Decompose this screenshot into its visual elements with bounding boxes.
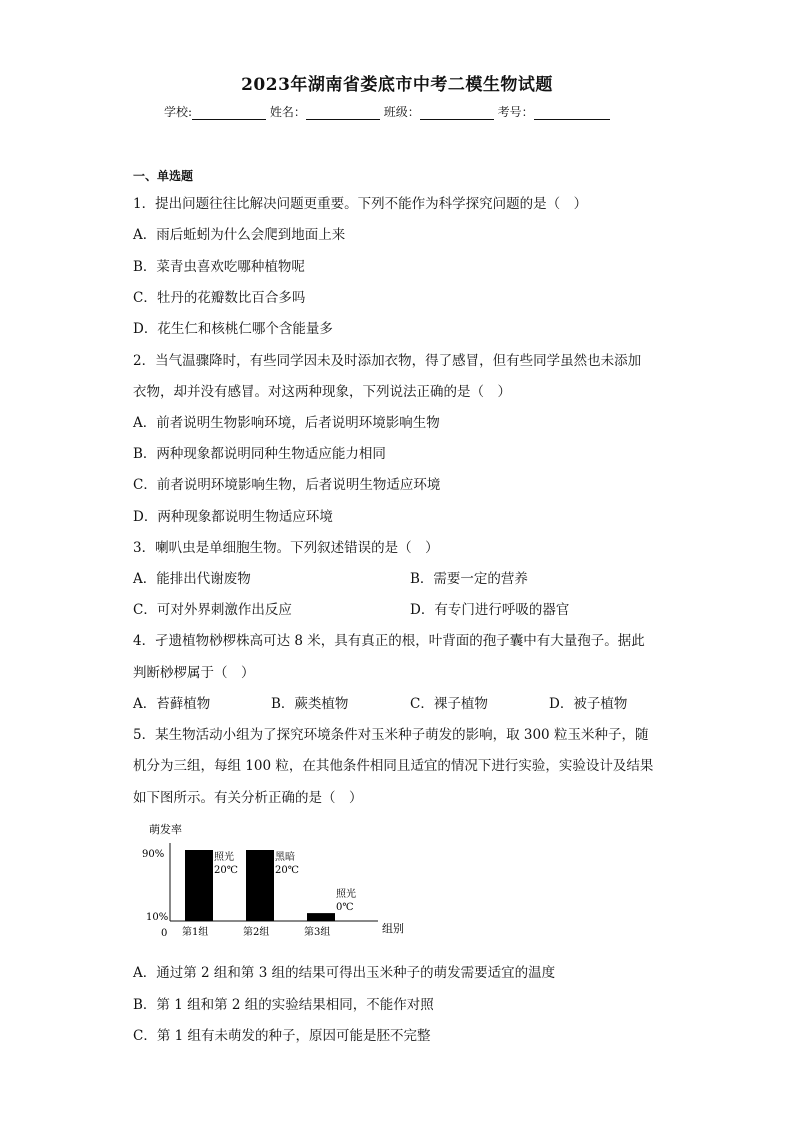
question-4-option-c[interactable]: C．裸子植物 — [410, 696, 488, 712]
question-1-option-a[interactable]: A．雨后蚯蚓为什么会爬到地面上来 — [133, 227, 346, 243]
question-4-stem-line-2: 判断桫椤属于（ ） — [133, 665, 255, 681]
y-tick-label-90: 90% — [142, 849, 165, 860]
school-label: 学校: — [164, 105, 193, 119]
question-5-stem-line-3: 如下图所示。有关分析正确的是（ ） — [133, 790, 363, 806]
question-5-option-b[interactable]: B．第 1 组和第 2 组的实验结果相同，不能作对照 — [133, 997, 434, 1013]
question-5-option-c[interactable]: C．第 1 组有未萌发的种子，原因可能是胚不完整 — [133, 1028, 431, 1044]
bar-condition-label-3-2: 0℃ — [336, 902, 354, 914]
question-4-option-b[interactable]: B．蕨类植物 — [271, 696, 349, 712]
question-2-option-c[interactable]: C．前者说明环境影响生物，后者说明生物适应环境 — [133, 477, 441, 493]
name-label: 姓名： — [269, 105, 306, 119]
student-info-row — [164, 103, 610, 120]
x-tick-label-3: 第3组 — [304, 927, 331, 938]
school-blank[interactable] — [192, 107, 266, 120]
question-3-stem: 3．喇叭虫是单细胞生物。下列叙述错误的是（ ） — [133, 540, 439, 556]
name-blank[interactable] — [306, 107, 380, 120]
bar-group-1 — [185, 850, 213, 921]
question-2-option-d[interactable]: D．两种现象都说明生物适应环境 — [133, 509, 333, 525]
bar-condition-label-2-2: 20℃ — [275, 865, 299, 876]
question-1-option-c[interactable]: C．牡丹的花瓣数比百合多吗 — [133, 290, 306, 306]
bar-condition-label-3-1: 照光 — [336, 889, 356, 901]
x-axis-label: 组别 — [382, 922, 404, 935]
exam-no-blank[interactable] — [534, 107, 610, 120]
question-4-option-d[interactable]: D．被子植物 — [549, 696, 628, 712]
bar-condition-label-2-1: 黑暗 — [275, 852, 295, 863]
question-1-option-b[interactable]: B．菜青虫喜欢吃哪种植物呢 — [133, 259, 305, 275]
page-title: 2023年湖南省娄底市中考二模生物试题 — [241, 75, 553, 95]
question-4-option-a[interactable]: A．苔藓植物 — [133, 696, 211, 712]
exam-no-label: 考号： — [497, 105, 534, 119]
x-tick-label-2: 第2组 — [243, 927, 270, 938]
germination-bar-chart — [140, 815, 420, 945]
y-axis-label: 萌发率 — [149, 823, 182, 836]
section-heading: 一、单选题 — [133, 169, 194, 183]
question-3-option-c[interactable]: C．可对外界刺激作出反应 — [133, 602, 292, 618]
origin-label: 0 — [161, 928, 168, 939]
question-3-option-b[interactable]: B．需要一定的营养 — [410, 571, 528, 587]
question-2-stem-line-2: 衣物，却并没有感冒。对这两种现象，下列说法正确的是（ ） — [133, 384, 511, 400]
class-label: 班级： — [383, 105, 420, 119]
bar-condition-label-1-2: 20℃ — [214, 865, 238, 876]
y-tick-label-10: 10% — [146, 912, 169, 923]
bar-group-2 — [246, 850, 274, 921]
question-5-stem-line-1: 5．某生物活动小组为了探究环境条件对玉米种子萌发的影响，取 300 粒玉米种子，随 — [133, 727, 649, 743]
question-3-option-a[interactable]: A．能排出代谢废物 — [133, 571, 251, 587]
question-3-option-d[interactable]: D．有专门进行呼吸的器官 — [410, 602, 570, 618]
question-1-option-d[interactable]: D．花生仁和核桃仁哪个含能量多 — [133, 321, 333, 337]
bar-condition-label-1-1: 照光 — [214, 852, 234, 863]
question-4-stem-line-1: 4．孑遗植物桫椤株高可达 8 米，具有真正的根，叶背面的孢子囊中有大量孢子。据此 — [133, 633, 645, 649]
question-5-option-a[interactable]: A．通过第 2 组和第 3 组的结果可得出玉米种子的萌发需要适宜的温度 — [133, 965, 556, 981]
question-1-stem: 1．提出问题往往比解决问题更重要。下列不能作为科学探究问题的是（ ） — [133, 196, 588, 212]
question-2-option-a[interactable]: A．前者说明生物影响环境，后者说明环境影响生物 — [133, 415, 440, 431]
question-2-stem-line-1: 2．当气温骤降时，有些同学因未及时添加衣物，得了感冒，但有些同学虽然也未添加 — [133, 353, 642, 369]
bar-group-3 — [307, 913, 335, 921]
question-2-option-b[interactable]: B．两种现象都说明同种生物适应能力相同 — [133, 446, 386, 462]
class-blank[interactable] — [420, 107, 494, 120]
question-5-stem-line-2: 机分为三组，每组 100 粒，在其他条件相同且适宜的情况下进行实验，实验设计及结果 — [133, 758, 654, 774]
x-tick-label-1: 第1组 — [182, 927, 209, 938]
